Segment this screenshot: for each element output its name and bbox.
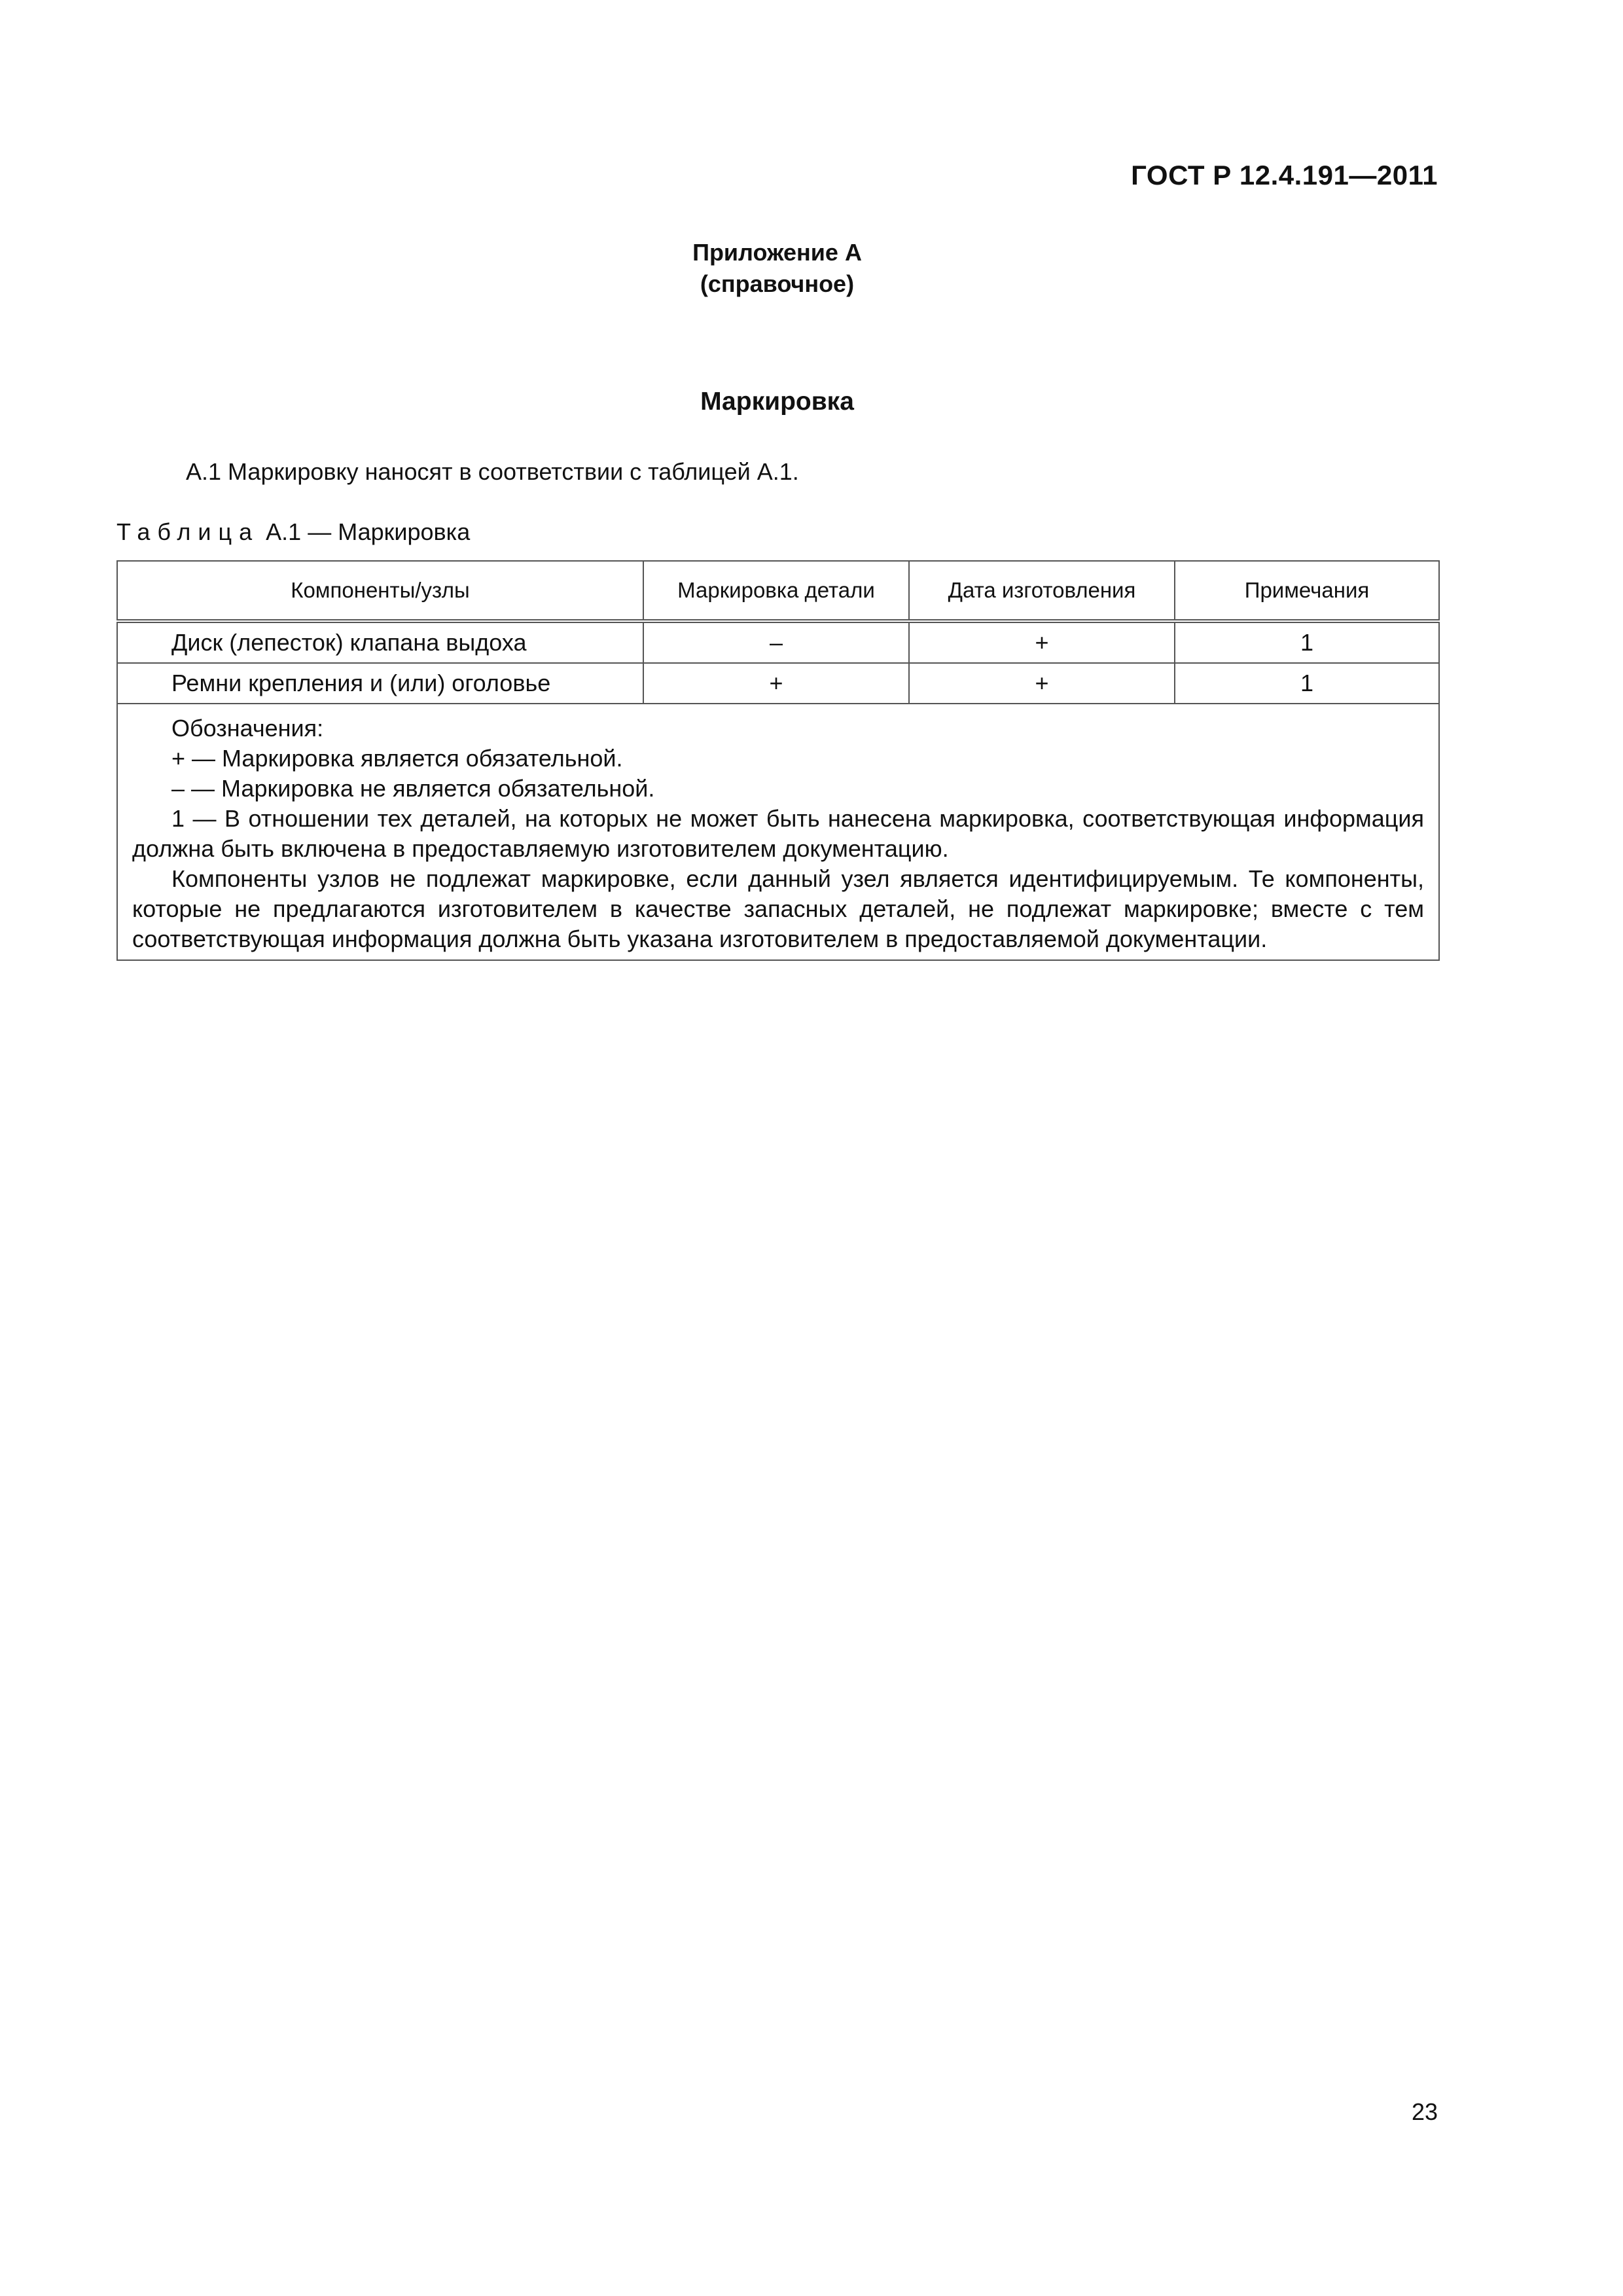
table-cell: Диск (лепесток) клапана выдоха	[117, 621, 643, 663]
table-cell: +	[909, 663, 1175, 704]
notes-line: + — Маркировка является обязательной.	[171, 745, 623, 772]
document-code: ГОСТ Р 12.4.191—2011	[1131, 160, 1438, 190]
table-header-row	[117, 561, 1439, 621]
header-manufacture-date: Дата изготовления	[909, 561, 1175, 621]
table-cell: Ремни крепления и (или) оголовье	[117, 663, 643, 704]
section-paragraph: А.1 Маркировку наносят в соответствии с таблицей А.1.	[186, 458, 799, 485]
table-row	[117, 663, 1439, 704]
header-notes: Примечания	[1175, 561, 1439, 621]
notes-line: 1 — В отношении тех деталей, на которых не может быть нанесена маркировка, соответствующая информация должна быть включена в предоставляемую изготовителем документацию.	[132, 805, 1424, 862]
table-caption-label: Таблица	[116, 518, 260, 545]
notes-line: – — Маркировка не является обязательной.	[171, 775, 655, 802]
notes-line: Компоненты узлов не подлежат маркировке, если данный узел является идентифицируемым. Те компоненты, которые не предлагаются изготовителем в качестве запасных деталей, не подлежат маркировке; вместе с тем соответствующая информация должна быть указана изготовителем в предоставляемой документации.	[132, 865, 1424, 952]
header-components: Компоненты/узлы	[117, 561, 643, 621]
notes-line: Обозначения:	[171, 715, 324, 742]
table-row	[117, 621, 1439, 663]
table-cell: +	[643, 663, 909, 704]
page-number: 23	[1411, 2098, 1438, 2125]
table-caption	[116, 518, 470, 546]
table-cell: –	[643, 621, 909, 663]
section-title: Маркировка	[700, 387, 854, 416]
annex-heading	[0, 237, 1554, 300]
table-notes	[117, 704, 1439, 960]
table-cell: 1	[1175, 663, 1439, 704]
marking-table	[116, 560, 1440, 961]
header-part-marking: Маркировка детали	[643, 561, 909, 621]
table-caption-text: А.1 — Маркировка	[259, 518, 471, 545]
annex-title: Приложение А	[692, 239, 862, 266]
table-notes-row	[117, 704, 1439, 960]
annex-subtitle: (справочное)	[700, 270, 855, 297]
table-cell: 1	[1175, 621, 1439, 663]
table-cell: +	[909, 621, 1175, 663]
